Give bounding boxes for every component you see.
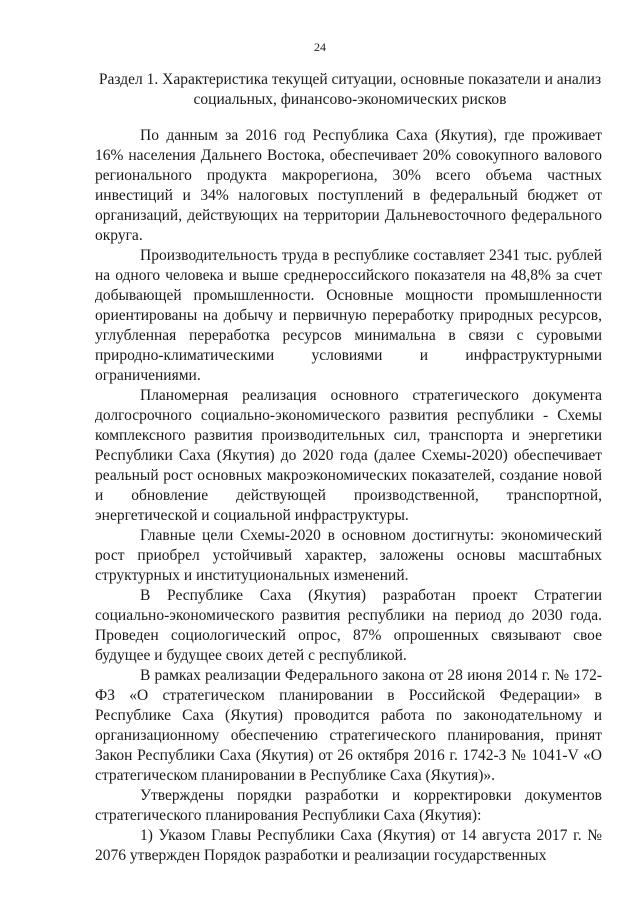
page-number: 24 (314, 40, 326, 54)
paragraph-federal-law: В рамках реализации Федерального закона от 28 июня 2014 г. № 172-ФЗ «О стратегическом планировании в Российской Федерации» в Республике Саха (Якутия) проводится работа по законодательному и организационному обеспечению стратегического планирования, принят Закон Республики Саха (Якутия) от 26 октября 2016 г. 1742-З № 1041-V «О стратегическом планировании в Республике Саха (Якутия)». (95, 667, 602, 784)
paragraph-decree-2076: 1) Указом Главы Республики Саха (Якутия) от 14 августа 2017 г. № 2076 утвержден Порядок разработки и реализации государственных (95, 827, 602, 864)
document-body (95, 126, 602, 866)
section-heading: Раздел 1. Характеристика текущей ситуации, основные показатели и анализ социальных, финансово-экономических рисков (98, 71, 602, 108)
paragraph-scheme-goals: Главные цели Схемы-2020 в основном достигнуты: экономический рост приобрел устойчивый характер, заложены основы масштабных структурных и институциональных изменений. (95, 527, 602, 584)
paragraph-scheme-2020: Планомерная реализация основного стратегического документа долгосрочного социально-экономического развития республики - Схемы комплексного развития производительных сил, транспорта и энергетики Республики Саха (Якутия) до 2020 года (далее Схемы-2020) обеспечивает реальный рост основных макроэкономических показателей, создание новой и обновление действующей производственной, транспортной, энергетической и социальной инфраструктуры. (95, 387, 602, 524)
paragraph-approved-procedures: Утверждены порядки разработки и корректировки документов стратегического планирования Республики Саха (Якутия): (95, 787, 602, 824)
paragraph-strategy-2030: В Республике Саха (Якутия) разработан проект Стратегии социально-экономического развития республики на период до 2030 года. Проведен социологический опрос, 87% опрошенных связывают свое будущее и будущее своих детей с республикой. (95, 587, 602, 664)
paragraph-labor-productivity: Производительность труда в республике составляет 2341 тыс. рублей на одного человека и выше среднероссийского показателя на 48,8% за счет добывающей промышленности. Основные мощности промышленности ориентированы на добычу и первичную переработку природных ресурсов, углубленная переработка ресурсов минимальна в связи с суровыми природно-климатическими условиями и инфраструктурными ограничениями. (95, 247, 602, 384)
paragraph-grp-share: По данным за 2016 год Республика Саха (Якутия), где проживает 16% населения Дальнего Востока, обеспечивает 20% совокупного валового регионального продукта макрорегиона, 30% всего объема частных инвестиций и 34% налоговых поступлений в федеральный бюджет от организаций, действующих на территории Дальневосточного федерального округа. (95, 127, 602, 244)
